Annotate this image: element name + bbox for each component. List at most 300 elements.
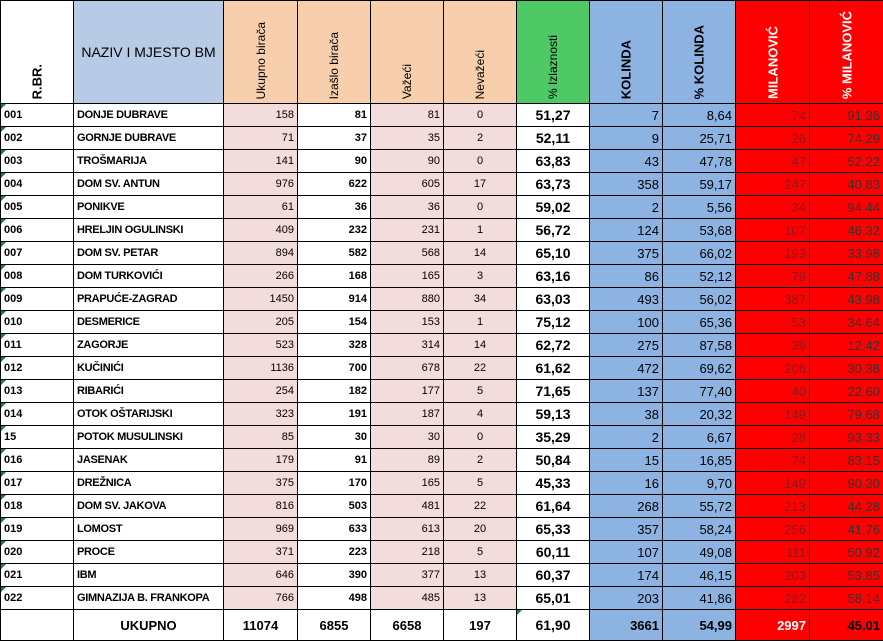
totals-milanovic[interactable]: 2997 <box>736 610 810 641</box>
table-row <box>1 426 883 449</box>
cell-nevazeci[interactable]: 2 <box>444 449 517 472</box>
cell-ukupno[interactable]: 71 <box>224 127 298 150</box>
cell-pct-milanovic[interactable]: 74,29 <box>810 127 883 150</box>
cell-pct-kolinda[interactable]: 66,02 <box>663 242 736 265</box>
cell-flag-icon <box>1 472 6 477</box>
cell-izaslo[interactable]: 498 <box>298 587 371 610</box>
header-izaslo[interactable] <box>298 1 371 104</box>
cell-kolinda[interactable]: 174 <box>590 564 663 587</box>
cell-izaslo[interactable]: 232 <box>298 219 371 242</box>
cell-kolinda[interactable]: 107 <box>590 541 663 564</box>
cell-vazeci[interactable]: 165 <box>371 472 444 495</box>
cell-pct-kolinda[interactable]: 69,62 <box>663 357 736 380</box>
cell-flag-icon <box>1 150 6 155</box>
cell-ukupno[interactable]: 179 <box>224 449 298 472</box>
cell-kolinda[interactable]: 16 <box>590 472 663 495</box>
cell-pct-milanovic[interactable]: 22,60 <box>810 380 883 403</box>
cell-rbr[interactable] <box>1 219 74 242</box>
header-milanovic[interactable] <box>736 1 810 104</box>
cell-rbr[interactable] <box>1 334 74 357</box>
table-row <box>1 196 883 219</box>
cell-naziv[interactable]: POTOK MUSULINSKI <box>74 426 224 449</box>
cell-nevazeci[interactable]: 5 <box>444 541 517 564</box>
cell-kolinda[interactable]: 2 <box>590 196 663 219</box>
cell-izlaznost[interactable]: 45,33 <box>517 472 590 495</box>
cell-ukupno[interactable]: 969 <box>224 518 298 541</box>
cell-pct-kolinda[interactable]: 55,72 <box>663 495 736 518</box>
cell-flag-icon <box>1 357 6 362</box>
cell-milanovic[interactable]: 282 <box>736 587 810 610</box>
cell-izlaznost[interactable]: 65,01 <box>517 587 590 610</box>
cell-rbr[interactable] <box>1 127 74 150</box>
cell-rbr[interactable] <box>1 265 74 288</box>
cell-rbr-value: 014 <box>4 408 22 420</box>
cell-naziv[interactable]: LOMOST <box>74 518 224 541</box>
cell-nevazeci[interactable]: 34 <box>444 288 517 311</box>
cell-izaslo[interactable]: 36 <box>298 196 371 219</box>
cell-kolinda[interactable]: 9 <box>590 127 663 150</box>
cell-naziv[interactable]: GIMNAZIJA B. FRANKOPA <box>74 587 224 610</box>
cell-vazeci[interactable]: 81 <box>371 104 444 127</box>
cell-nevazeci[interactable]: 20 <box>444 518 517 541</box>
cell-milanovic[interactable]: 53 <box>736 311 810 334</box>
cell-naziv[interactable]: HRELJIN OGULINSKI <box>74 219 224 242</box>
cell-nevazeci[interactable]: 22 <box>444 495 517 518</box>
cell-naziv[interactable]: ZAGORJE <box>74 334 224 357</box>
totals-empty-cell[interactable] <box>1 610 74 641</box>
cell-rbr[interactable] <box>1 518 74 541</box>
cell-vazeci[interactable]: 187 <box>371 403 444 426</box>
cell-vazeci[interactable]: 605 <box>371 173 444 196</box>
cell-nevazeci[interactable]: 14 <box>444 334 517 357</box>
cell-pct-kolinda[interactable]: 53,68 <box>663 219 736 242</box>
cell-izlaznost[interactable]: 60,11 <box>517 541 590 564</box>
cell-pct-milanovic[interactable]: 30,38 <box>810 357 883 380</box>
cell-nevazeci[interactable]: 14 <box>444 242 517 265</box>
totals-label[interactable]: UKUPNO <box>74 610 224 641</box>
cell-naziv[interactable]: PONIKVE <box>74 196 224 219</box>
cell-rbr-value: 005 <box>4 201 22 213</box>
cell-ukupno[interactable]: 523 <box>224 334 298 357</box>
cell-rbr-value: 013 <box>4 385 22 397</box>
cell-pct-milanovic[interactable]: 50,92 <box>810 541 883 564</box>
cell-izaslo[interactable]: 223 <box>298 541 371 564</box>
cell-izaslo[interactable]: 37 <box>298 127 371 150</box>
table-row <box>1 219 883 242</box>
cell-rbr[interactable] <box>1 403 74 426</box>
table-row <box>1 587 883 610</box>
cell-kolinda[interactable]: 472 <box>590 357 663 380</box>
cell-vazeci[interactable]: 678 <box>371 357 444 380</box>
cell-ukupno[interactable]: 254 <box>224 380 298 403</box>
cell-rbr[interactable] <box>1 173 74 196</box>
cell-izlaznost[interactable]: 35,29 <box>517 426 590 449</box>
cell-naziv[interactable]: DOM SV. PETAR <box>74 242 224 265</box>
cell-pct-milanovic[interactable]: 40,83 <box>810 173 883 196</box>
cell-ukupno[interactable]: 158 <box>224 104 298 127</box>
cell-rbr[interactable] <box>1 150 74 173</box>
header-nevazeci[interactable] <box>444 1 517 104</box>
header-vazeci[interactable] <box>371 1 444 104</box>
cell-naziv[interactable]: OTOK OŠTARIJSKI <box>74 403 224 426</box>
cell-pct-milanovic[interactable]: 33,98 <box>810 242 883 265</box>
cell-rbr-value: 019 <box>4 523 22 535</box>
cell-kolinda[interactable]: 38 <box>590 403 663 426</box>
header-izaslo-label: Izašlo birača <box>327 32 341 99</box>
cell-ukupno[interactable]: 371 <box>224 541 298 564</box>
cell-ukupno[interactable]: 1136 <box>224 357 298 380</box>
cell-nevazeci[interactable]: 5 <box>444 380 517 403</box>
cell-ukupno[interactable]: 1450 <box>224 288 298 311</box>
cell-pct-milanovic[interactable]: 41,76 <box>810 518 883 541</box>
cell-rbr-value: 022 <box>4 592 22 604</box>
cell-ukupno[interactable]: 141 <box>224 150 298 173</box>
cell-pct-milanovic[interactable]: 90,30 <box>810 472 883 495</box>
cell-milanovic[interactable]: 149 <box>736 472 810 495</box>
cell-vazeci[interactable]: 35 <box>371 127 444 150</box>
cell-milanovic[interactable]: 28 <box>736 426 810 449</box>
cell-naziv[interactable]: IBM <box>74 564 224 587</box>
cell-pct-kolinda[interactable]: 65,36 <box>663 311 736 334</box>
cell-pct-milanovic[interactable]: 46,32 <box>810 219 883 242</box>
cell-ukupno[interactable]: 894 <box>224 242 298 265</box>
header-pct-milanovic-label: % MILANOVIĆ <box>839 11 854 99</box>
totals-pct-milanovic[interactable]: 45,01 <box>810 610 883 641</box>
cell-izaslo[interactable]: 622 <box>298 173 371 196</box>
cell-pct-kolinda[interactable]: 56,02 <box>663 288 736 311</box>
cell-naziv[interactable]: PROCE <box>74 541 224 564</box>
cell-rbr[interactable] <box>1 495 74 518</box>
cell-rbr[interactable] <box>1 104 74 127</box>
cell-milanovic[interactable]: 74 <box>736 449 810 472</box>
cell-nevazeci[interactable]: 1 <box>444 219 517 242</box>
cell-vazeci[interactable]: 153 <box>371 311 444 334</box>
cell-vazeci[interactable]: 36 <box>371 196 444 219</box>
cell-naziv[interactable]: TROŠMARIJA <box>74 150 224 173</box>
totals-kolinda[interactable]: 3661 <box>590 610 663 641</box>
cell-izaslo[interactable]: 700 <box>298 357 371 380</box>
header-pct-milanovic[interactable] <box>810 1 883 104</box>
cell-milanovic[interactable]: 111 <box>736 541 810 564</box>
cell-kolinda[interactable]: 137 <box>590 380 663 403</box>
cell-vazeci[interactable]: 481 <box>371 495 444 518</box>
cell-ukupno[interactable]: 85 <box>224 426 298 449</box>
cell-nevazeci[interactable]: 13 <box>444 587 517 610</box>
cell-izlaznost[interactable]: 63,83 <box>517 150 590 173</box>
cell-flag-icon <box>1 288 6 293</box>
cell-ukupno[interactable]: 266 <box>224 265 298 288</box>
cell-rbr-value: 020 <box>4 546 22 558</box>
cell-vazeci[interactable]: 485 <box>371 587 444 610</box>
cell-pct-milanovic[interactable]: 58,14 <box>810 587 883 610</box>
cell-nevazeci[interactable]: 0 <box>444 150 517 173</box>
cell-nevazeci[interactable]: 1 <box>444 311 517 334</box>
cell-izlaznost[interactable]: 61,64 <box>517 495 590 518</box>
cell-nevazeci[interactable]: 17 <box>444 173 517 196</box>
cell-izlaznost[interactable]: 62,72 <box>517 334 590 357</box>
cell-vazeci[interactable]: 231 <box>371 219 444 242</box>
cell-pct-milanovic[interactable]: 93,33 <box>810 426 883 449</box>
cell-rbr-value: 001 <box>4 109 22 121</box>
cell-izaslo[interactable]: 154 <box>298 311 371 334</box>
cell-ukupno[interactable]: 816 <box>224 495 298 518</box>
cell-kolinda[interactable]: 124 <box>590 219 663 242</box>
cell-kolinda[interactable]: 203 <box>590 587 663 610</box>
cell-nevazeci[interactable]: 0 <box>444 426 517 449</box>
cell-rbr[interactable] <box>1 357 74 380</box>
cell-nevazeci[interactable]: 0 <box>444 104 517 127</box>
cell-kolinda[interactable]: 493 <box>590 288 663 311</box>
cell-izlaznost[interactable]: 65,33 <box>517 518 590 541</box>
cell-pct-kolinda[interactable]: 20,32 <box>663 403 736 426</box>
cell-rbr-value: 007 <box>4 247 22 259</box>
cell-vazeci[interactable]: 30 <box>371 426 444 449</box>
header-rbr-label: R.BR. <box>30 64 45 99</box>
cell-izaslo[interactable]: 90 <box>298 150 371 173</box>
cell-milanovic[interactable]: 193 <box>736 242 810 265</box>
cell-vazeci[interactable]: 165 <box>371 265 444 288</box>
cell-ukupno[interactable]: 375 <box>224 472 298 495</box>
cell-milanovic[interactable]: 149 <box>736 403 810 426</box>
cell-pct-kolinda[interactable]: 5,56 <box>663 196 736 219</box>
cell-pct-milanovic[interactable]: 91,36 <box>810 104 883 127</box>
cell-pct-kolinda[interactable]: 52,12 <box>663 265 736 288</box>
cell-kolinda[interactable]: 86 <box>590 265 663 288</box>
cell-vazeci[interactable]: 90 <box>371 150 444 173</box>
cell-izlaznost[interactable]: 60,37 <box>517 564 590 587</box>
cell-vazeci[interactable]: 568 <box>371 242 444 265</box>
cell-rbr[interactable] <box>1 449 74 472</box>
cell-kolinda[interactable]: 43 <box>590 150 663 173</box>
cell-milanovic[interactable]: 26 <box>736 127 810 150</box>
cell-rbr[interactable] <box>1 587 74 610</box>
header-vazeci-label: Važeći <box>400 64 414 99</box>
header-rbr[interactable] <box>1 1 74 104</box>
cell-rbr[interactable] <box>1 541 74 564</box>
cell-pct-kolinda[interactable]: 59,17 <box>663 173 736 196</box>
cell-flag-icon <box>1 127 6 132</box>
cell-pct-milanovic[interactable]: 83,15 <box>810 449 883 472</box>
cell-rbr-value: 002 <box>4 132 22 144</box>
cell-pct-kolinda[interactable]: 58,24 <box>663 518 736 541</box>
cell-milanovic[interactable]: 47 <box>736 150 810 173</box>
cell-izlaznost[interactable]: 63,73 <box>517 173 590 196</box>
cell-naziv[interactable]: DOM SV. ANTUN <box>74 173 224 196</box>
totals-izlaznost[interactable] <box>517 610 590 641</box>
cell-naziv[interactable]: PRAPUĆE-ZAGRAD <box>74 288 224 311</box>
cell-izlaznost[interactable]: 50,84 <box>517 449 590 472</box>
cell-izaslo[interactable]: 182 <box>298 380 371 403</box>
cell-rbr[interactable] <box>1 564 74 587</box>
cell-pct-kolinda[interactable]: 46,15 <box>663 564 736 587</box>
cell-pct-kolinda[interactable]: 25,71 <box>663 127 736 150</box>
cell-pct-milanovic[interactable]: 79,68 <box>810 403 883 426</box>
cell-pct-kolinda[interactable]: 8,64 <box>663 104 736 127</box>
cell-rbr[interactable] <box>1 472 74 495</box>
cell-naziv[interactable]: KUČINIĆI <box>74 357 224 380</box>
table-row <box>1 311 883 334</box>
table-row <box>1 357 883 380</box>
cell-naziv[interactable]: RIBARIĆI <box>74 380 224 403</box>
cell-kolinda[interactable]: 358 <box>590 173 663 196</box>
cell-izlaznost[interactable]: 65,10 <box>517 242 590 265</box>
cell-izaslo[interactable]: 582 <box>298 242 371 265</box>
cell-kolinda[interactable]: 7 <box>590 104 663 127</box>
cell-pct-milanovic[interactable]: 47,88 <box>810 265 883 288</box>
cell-nevazeci[interactable]: 2 <box>444 127 517 150</box>
cell-izaslo[interactable]: 30 <box>298 426 371 449</box>
header-pct-kolinda[interactable] <box>663 1 736 104</box>
cell-naziv[interactable]: GORNJE DUBRAVE <box>74 127 224 150</box>
cell-izlaznost[interactable]: 71,65 <box>517 380 590 403</box>
cell-pct-kolinda[interactable]: 49,08 <box>663 541 736 564</box>
cell-pct-kolinda[interactable]: 77,40 <box>663 380 736 403</box>
cell-nevazeci[interactable]: 0 <box>444 196 517 219</box>
cell-kolinda[interactable]: 100 <box>590 311 663 334</box>
cell-izlaznost[interactable]: 61,62 <box>517 357 590 380</box>
cell-rbr[interactable] <box>1 288 74 311</box>
cell-vazeci[interactable]: 218 <box>371 541 444 564</box>
cell-rbr[interactable] <box>1 196 74 219</box>
cell-kolinda[interactable]: 357 <box>590 518 663 541</box>
cell-izaslo[interactable]: 170 <box>298 472 371 495</box>
totals-pct-kolinda[interactable]: 54,99 <box>663 610 736 641</box>
cell-kolinda[interactable]: 375 <box>590 242 663 265</box>
cell-rbr[interactable] <box>1 311 74 334</box>
cell-izaslo[interactable]: 503 <box>298 495 371 518</box>
table-row <box>1 242 883 265</box>
cell-naziv[interactable]: DONJE DUBRAVE <box>74 104 224 127</box>
cell-milanovic[interactable]: 79 <box>736 265 810 288</box>
cell-pct-milanovic[interactable]: 53,85 <box>810 564 883 587</box>
cell-flag-icon <box>1 311 6 316</box>
cell-milanovic[interactable]: 39 <box>736 334 810 357</box>
cell-vazeci[interactable]: 377 <box>371 564 444 587</box>
cell-flag-icon <box>1 265 6 270</box>
table-row <box>1 518 883 541</box>
cell-ukupno[interactable]: 409 <box>224 219 298 242</box>
cell-flag-icon <box>1 587 6 592</box>
cell-izlaznost[interactable]: 59,02 <box>517 196 590 219</box>
cell-milanovic[interactable]: 206 <box>736 357 810 380</box>
cell-pct-kolinda[interactable]: 6,67 <box>663 426 736 449</box>
cell-naziv[interactable]: DOM SV. JAKOVA <box>74 495 224 518</box>
totals-izaslo[interactable]: 6855 <box>298 610 371 641</box>
cell-izaslo[interactable]: 191 <box>298 403 371 426</box>
cell-milanovic[interactable]: 74 <box>736 104 810 127</box>
header-izlaznost-label: % Izlaznosti <box>546 35 560 99</box>
cell-rbr[interactable] <box>1 242 74 265</box>
cell-vazeci[interactable]: 89 <box>371 449 444 472</box>
cell-milanovic[interactable]: 34 <box>736 196 810 219</box>
cell-ukupno[interactable]: 323 <box>224 403 298 426</box>
cell-izlaznost[interactable]: 51,27 <box>517 104 590 127</box>
cell-vazeci[interactable]: 613 <box>371 518 444 541</box>
cell-pct-milanovic[interactable]: 12,42 <box>810 334 883 357</box>
cell-izlaznost[interactable]: 56,72 <box>517 219 590 242</box>
cell-vazeci[interactable]: 314 <box>371 334 444 357</box>
cell-nevazeci[interactable]: 22 <box>444 357 517 380</box>
cell-milanovic[interactable]: 213 <box>736 495 810 518</box>
cell-vazeci[interactable]: 177 <box>371 380 444 403</box>
cell-naziv[interactable]: DREŽNICA <box>74 472 224 495</box>
cell-izaslo[interactable]: 914 <box>298 288 371 311</box>
cell-kolinda[interactable]: 2 <box>590 426 663 449</box>
cell-nevazeci[interactable]: 4 <box>444 403 517 426</box>
cell-izlaznost[interactable]: 52,11 <box>517 127 590 150</box>
cell-milanovic[interactable]: 107 <box>736 219 810 242</box>
totals-vazeci[interactable]: 6658 <box>371 610 444 641</box>
cell-rbr[interactable] <box>1 426 74 449</box>
header-ukupno[interactable] <box>224 1 298 104</box>
cell-kolinda[interactable]: 268 <box>590 495 663 518</box>
cell-izaslo[interactable]: 633 <box>298 518 371 541</box>
totals-nevazeci[interactable]: 197 <box>444 610 517 641</box>
cell-izlaznost[interactable]: 63,16 <box>517 265 590 288</box>
cell-milanovic[interactable]: 203 <box>736 564 810 587</box>
cell-ukupno[interactable]: 646 <box>224 564 298 587</box>
cell-naziv[interactable]: DESMERICE <box>74 311 224 334</box>
cell-milanovic[interactable]: 247 <box>736 173 810 196</box>
cell-pct-kolinda[interactable]: 47,78 <box>663 150 736 173</box>
cell-nevazeci[interactable]: 3 <box>444 265 517 288</box>
cell-ukupno[interactable]: 766 <box>224 587 298 610</box>
cell-rbr-value: 009 <box>4 293 22 305</box>
cell-ukupno[interactable]: 61 <box>224 196 298 219</box>
cell-flag-icon <box>1 495 6 500</box>
cell-rbr[interactable] <box>1 380 74 403</box>
cell-izlaznost[interactable]: 59,13 <box>517 403 590 426</box>
cell-pct-kolinda[interactable]: 87,58 <box>663 334 736 357</box>
cell-izlaznost[interactable]: 63,03 <box>517 288 590 311</box>
cell-rbr-value: 018 <box>4 500 22 512</box>
cell-nevazeci[interactable]: 5 <box>444 472 517 495</box>
cell-izaslo[interactable]: 81 <box>298 104 371 127</box>
cell-izaslo[interactable]: 168 <box>298 265 371 288</box>
cell-rbr-value: 15 <box>4 431 16 443</box>
header-izlaznost[interactable] <box>517 1 590 104</box>
cell-pct-milanovic[interactable]: 34,64 <box>810 311 883 334</box>
cell-izaslo[interactable]: 328 <box>298 334 371 357</box>
header-kolinda[interactable] <box>590 1 663 104</box>
totals-ukupno[interactable]: 11074 <box>224 610 298 641</box>
cell-izaslo[interactable]: 91 <box>298 449 371 472</box>
cell-pct-kolinda[interactable]: 9,70 <box>663 472 736 495</box>
header-nevazeci-label: Nevažeći <box>473 50 487 99</box>
cell-vazeci[interactable]: 880 <box>371 288 444 311</box>
cell-naziv[interactable]: JASENAK <box>74 449 224 472</box>
cell-pct-milanovic[interactable]: 43,98 <box>810 288 883 311</box>
cell-rbr-value: 016 <box>4 454 22 466</box>
cell-pct-kolinda[interactable]: 41,86 <box>663 587 736 610</box>
cell-naziv[interactable]: DOM TURKOVIĆI <box>74 265 224 288</box>
cell-milanovic[interactable]: 387 <box>736 288 810 311</box>
cell-milanovic[interactable]: 40 <box>736 380 810 403</box>
header-naziv[interactable] <box>74 1 224 104</box>
cell-ukupno[interactable]: 976 <box>224 173 298 196</box>
cell-pct-milanovic[interactable]: 44,28 <box>810 495 883 518</box>
cell-ukupno[interactable]: 205 <box>224 311 298 334</box>
cell-nevazeci[interactable]: 13 <box>444 564 517 587</box>
cell-pct-kolinda[interactable]: 16,85 <box>663 449 736 472</box>
cell-pct-milanovic[interactable]: 94,44 <box>810 196 883 219</box>
cell-izaslo[interactable]: 390 <box>298 564 371 587</box>
cell-pct-milanovic[interactable]: 52,22 <box>810 150 883 173</box>
cell-kolinda[interactable]: 15 <box>590 449 663 472</box>
cell-milanovic[interactable]: 256 <box>736 518 810 541</box>
cell-kolinda[interactable]: 275 <box>590 334 663 357</box>
cell-izlaznost[interactable]: 75,12 <box>517 311 590 334</box>
